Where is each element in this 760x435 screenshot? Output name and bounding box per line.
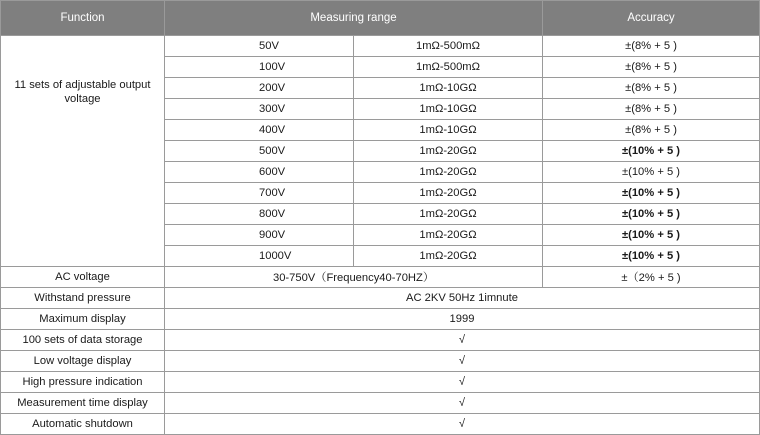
table-row bbox=[1, 288, 760, 309]
function-cell: Low voltage display bbox=[1, 351, 165, 372]
voltage-cell: 600V bbox=[165, 162, 354, 183]
accuracy-cell: ±(10% + 5 ) bbox=[543, 183, 760, 204]
range-cell: 1mΩ-20GΩ bbox=[354, 246, 543, 267]
checkmark-cell: √ bbox=[165, 372, 760, 393]
table-row bbox=[1, 351, 760, 372]
voltage-cell: 800V bbox=[165, 204, 354, 225]
function-cell: Automatic shutdown bbox=[1, 414, 165, 435]
voltage-cell: 500V bbox=[165, 141, 354, 162]
accuracy-cell: ±(8% + 5 ) bbox=[543, 99, 760, 120]
range-cell: 1mΩ-500mΩ bbox=[354, 36, 543, 57]
range-cell: 1mΩ-20GΩ bbox=[354, 162, 543, 183]
accuracy-cell: ±(8% + 5 ) bbox=[543, 57, 760, 78]
header-function: Function bbox=[1, 1, 165, 36]
checkmark-cell: √ bbox=[165, 414, 760, 435]
value-cell: AC 2KV 50Hz 1imnute bbox=[165, 288, 760, 309]
accuracy-cell-ac-voltage: ±（2% + 5 ) bbox=[543, 267, 760, 288]
voltage-cell: 700V bbox=[165, 183, 354, 204]
range-cell: 1mΩ-10GΩ bbox=[354, 99, 543, 120]
checkmark-cell: √ bbox=[165, 330, 760, 351]
voltage-cell: 50V bbox=[165, 36, 354, 57]
accuracy-cell: ±(10% + 5 ) bbox=[543, 204, 760, 225]
range-cell: 1mΩ-20GΩ bbox=[354, 141, 543, 162]
accuracy-cell: ±(10% + 5 ) bbox=[543, 225, 760, 246]
voltage-cell: 200V bbox=[165, 78, 354, 99]
checkmark-cell: √ bbox=[165, 393, 760, 414]
function-cell: Withstand pressure bbox=[1, 288, 165, 309]
table-row bbox=[1, 414, 760, 435]
voltage-cell: 100V bbox=[165, 57, 354, 78]
value-cell: 1999 bbox=[165, 309, 760, 330]
checkmark-cell: √ bbox=[165, 351, 760, 372]
accuracy-cell: ±(10% + 5 ) bbox=[543, 141, 760, 162]
table-row bbox=[1, 36, 760, 57]
range-cell: 1mΩ-20GΩ bbox=[354, 204, 543, 225]
table-row bbox=[1, 393, 760, 414]
voltage-cell: 900V bbox=[165, 225, 354, 246]
function-cell-ac-voltage: AC voltage bbox=[1, 267, 165, 288]
accuracy-cell: ±(8% + 5 ) bbox=[543, 120, 760, 141]
accuracy-cell: ±(10% + 5 ) bbox=[543, 246, 760, 267]
accuracy-cell: ±(8% + 5 ) bbox=[543, 78, 760, 99]
range-cell-ac-voltage: 30-750V（Frequency40-70HZ） bbox=[165, 267, 543, 288]
voltage-cell: 400V bbox=[165, 120, 354, 141]
function-cell-output-voltage: 11 sets of adjustable output voltage bbox=[1, 36, 165, 267]
header-row bbox=[1, 1, 760, 36]
range-cell: 1mΩ-20GΩ bbox=[354, 225, 543, 246]
voltage-cell: 1000V bbox=[165, 246, 354, 267]
table-row bbox=[1, 330, 760, 351]
function-cell: Measurement time display bbox=[1, 393, 165, 414]
table-row bbox=[1, 372, 760, 393]
range-cell: 1mΩ-10GΩ bbox=[354, 120, 543, 141]
accuracy-cell: ±(10% + 5 ) bbox=[543, 162, 760, 183]
table-row bbox=[1, 309, 760, 330]
accuracy-cell: ±(8% + 5 ) bbox=[543, 36, 760, 57]
voltage-cell: 300V bbox=[165, 99, 354, 120]
range-cell: 1mΩ-20GΩ bbox=[354, 183, 543, 204]
range-cell: 1mΩ-10GΩ bbox=[354, 78, 543, 99]
function-cell: 100 sets of data storage bbox=[1, 330, 165, 351]
table-row-ac-voltage bbox=[1, 267, 760, 288]
header-accuracy: Accuracy bbox=[543, 1, 760, 36]
function-cell: Maximum display bbox=[1, 309, 165, 330]
header-measuring-range: Measuring range bbox=[165, 1, 543, 36]
function-cell: High pressure indication bbox=[1, 372, 165, 393]
range-cell: 1mΩ-500mΩ bbox=[354, 57, 543, 78]
